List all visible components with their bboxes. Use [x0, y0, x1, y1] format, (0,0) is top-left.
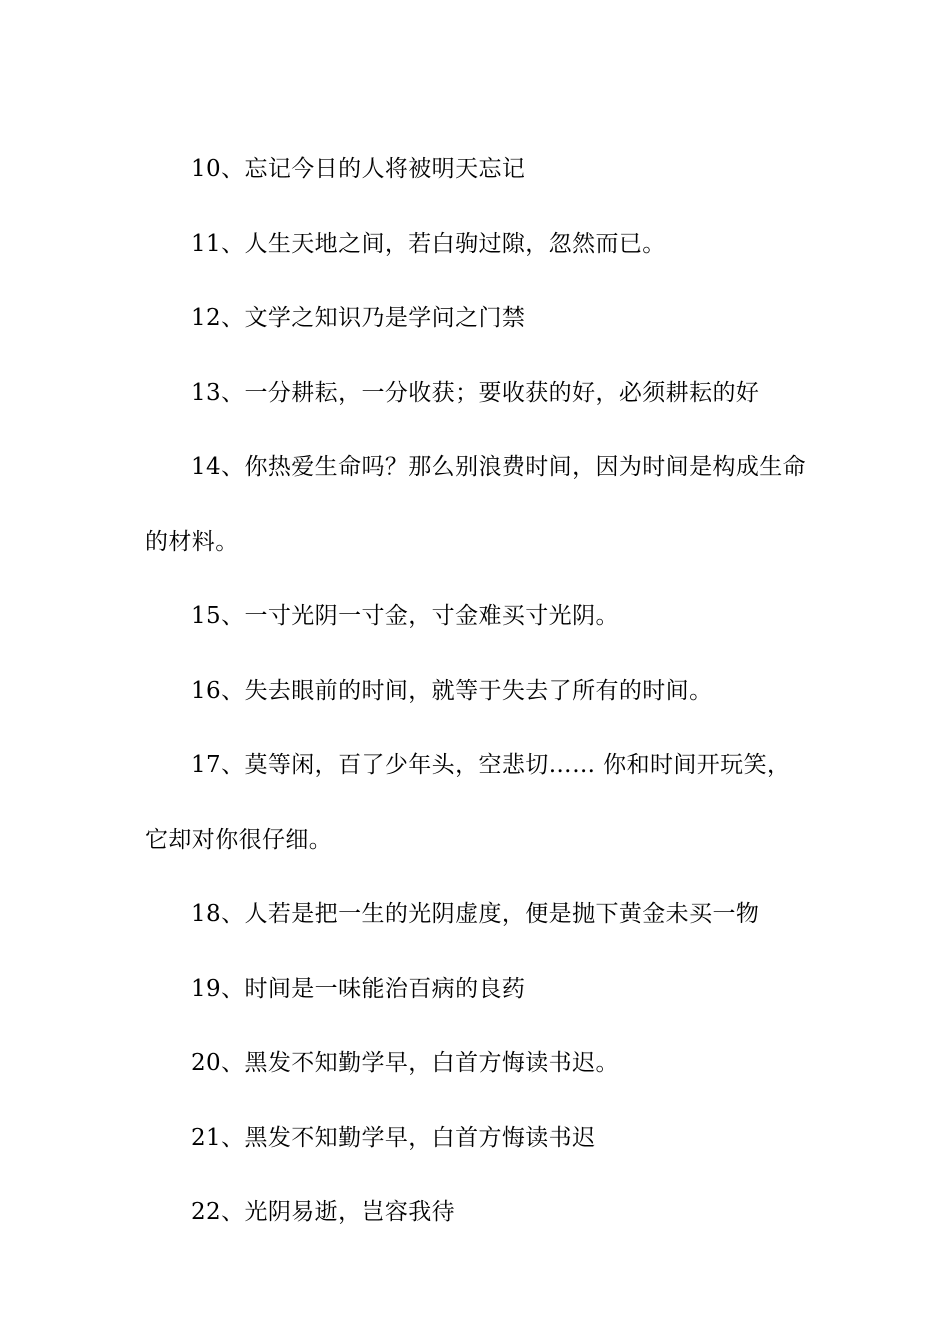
quote-paragraph: 15、一寸光阴一寸金，寸金难买寸光阴。 — [191, 603, 619, 629]
quote-paragraph: 10、忘记今日的人将被明天忘记 — [191, 156, 526, 182]
quote-paragraph: 21、黑发不知勤学早，白首方悔读书迟 — [191, 1124, 596, 1151]
quote-paragraph: 17、莫等闲，百了少年头，空悲切…… 你和时间开玩笑，它却对你很仔细。 — [145, 752, 791, 853]
quote-paragraph: 11、人生天地之间，若白驹过隙，忽然而已。 — [191, 230, 666, 257]
quote-paragraph: 19、时间是一味能治百病的良药 — [191, 975, 526, 1002]
quote-paragraph: 13、一分耕耘，一分收获；要收获的好，必须耕耘的好 — [191, 379, 760, 406]
quote-paragraph: 12、文学之知识乃是学问之门禁 — [191, 305, 526, 331]
quote-paragraph: 18、人若是把一生的光阴虚度，便是抛下黄金未买一物 — [191, 901, 760, 927]
quote-paragraph: 20、黑发不知勤学早，白首方悔读书迟。 — [191, 1050, 619, 1076]
quote-paragraph: 16、失去眼前的时间，就等于失去了所有的时间。 — [191, 677, 713, 704]
quote-paragraph: 14、你热爱生命吗？那么别浪费时间，因为时间是构成生命的材料。 — [145, 454, 807, 555]
quote-paragraph: 22、光阴易逝，岂容我待 — [191, 1199, 456, 1225]
quote-list — [145, 132, 807, 1250]
